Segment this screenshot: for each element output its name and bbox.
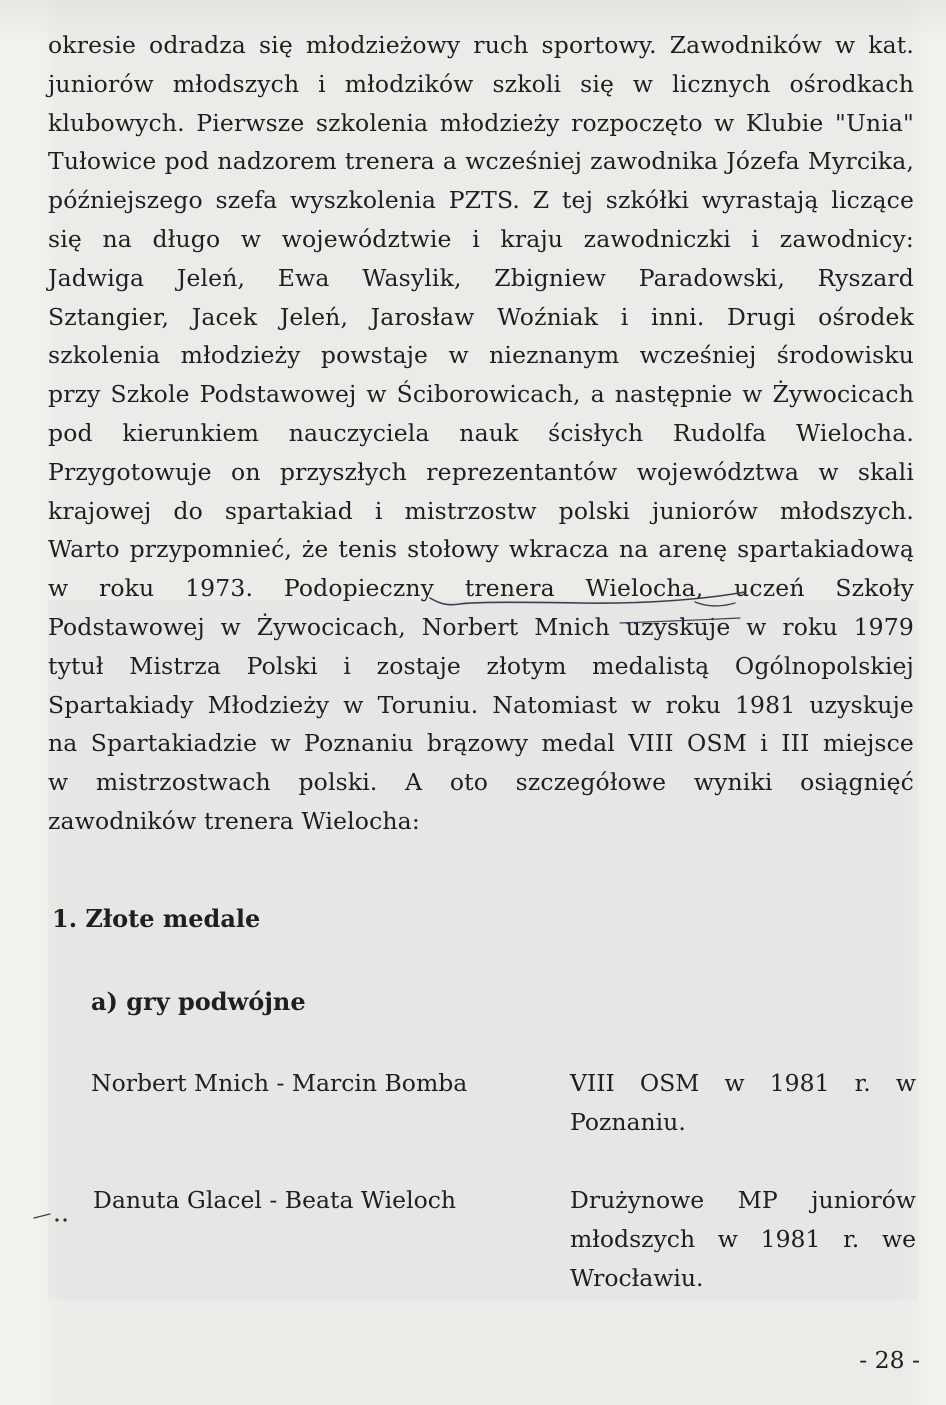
- paragraph-line: pod kierunkiem nauczyciela nauk ścisłych Rudolfa Wielocha.: [48, 418, 914, 447]
- paragraph-line: się na długo w województwie i kraju zawodniczki i zawodnicy:: [48, 224, 914, 253]
- paragraph-line: zawodników trenera Wielocha:: [48, 806, 420, 835]
- subsection-heading: a) gry podwójne: [91, 987, 306, 1016]
- paragraph-line: Jadwiga Jeleń, Ewa Wasylik, Zbigniew Paradowski, Ryszard: [48, 263, 914, 292]
- event-line: VIII OSM w 1981 r. w: [570, 1069, 916, 1097]
- entry-names: Danuta Glacel - Beata Wieloch: [93, 1186, 457, 1214]
- paragraph-line: klubowych. Pierwsze szkolenia młodzieży rozpoczęto w Klubie "Unia": [48, 108, 914, 137]
- section-heading: 1. Złote medale: [52, 904, 261, 933]
- paragraph-line: przy Szkole Podstawowej w Ściborowicach, a następnie w Żywocicach: [48, 380, 914, 409]
- paragraph-line: Spartakiady Młodzieży w Toruniu. Natomiast w roku 1981 uzyskuje: [48, 690, 914, 719]
- paragraph-line: w mistrzostwach polski. A oto szczegółowe wyniki osiągnięć: [48, 768, 914, 797]
- event-line: Poznaniu.: [570, 1107, 686, 1136]
- stray-pen-mark: [30, 1200, 80, 1230]
- paragraph-line: okresie odradza się młodzieżowy ruch sportowy. Zawodników w kat.: [48, 31, 914, 59]
- paragraph-line: Warto przypomnieć, że tenis stołowy wkracza na arenę spartakiadową: [48, 535, 914, 564]
- event-line: młodszych w 1981 r. we: [570, 1224, 916, 1253]
- paragraph-line: na Spartakiadzie w Poznaniu brązowy medal VIII OSM i III miejsce: [48, 729, 914, 758]
- paragraph-line: krajowej do spartakiad i mistrzostw polski juniorów młodszych.: [48, 496, 914, 525]
- body-paragraph: [48, 26, 914, 841]
- paragraph-line: szkolenia młodzieży powstaje w nieznanym wcześniej środowisku: [48, 341, 914, 370]
- paragraph-line: Tułowice pod nadzorem trenera a wcześniej zawodnika Józefa Myrcika,: [48, 147, 914, 176]
- event-line: Wrocławiu.: [570, 1263, 704, 1292]
- entry-names: Norbert Mnich - Marcin Bomba: [91, 1069, 468, 1097]
- event-line: Drużynowe MP juniorów: [570, 1186, 916, 1214]
- page-number: - 28 -: [859, 1346, 920, 1374]
- paragraph-line: Podstawowej w Żywocicach, Norbert Mnich uzyskuje w roku 1979: [48, 612, 914, 641]
- paragraph-line: juniorów młodszych i młodzików szkoli się w licznych ośrodkach: [48, 69, 914, 98]
- paragraph-line: Sztangier, Jacek Jeleń, Jarosław Woźniak i inni. Drugi ośrodek: [48, 302, 914, 331]
- entry-event: [570, 1064, 916, 1142]
- paragraph-line: tytuł Mistrza Polski i zostaje złotym medalistą Ogólnopolskiej: [48, 651, 914, 680]
- paragraph-line: późniejszego szefa wyszkolenia PZTS. Z tej szkółki wyrastają liczące: [48, 186, 914, 215]
- entry-event: [570, 1181, 916, 1297]
- paragraph-line: Przygotowuje on przyszłych reprezentantów województwa w skali: [48, 457, 914, 486]
- paragraph-line: w roku 1973. Podopieczny trenera Wielocha, uczeń Szkoły: [48, 574, 914, 603]
